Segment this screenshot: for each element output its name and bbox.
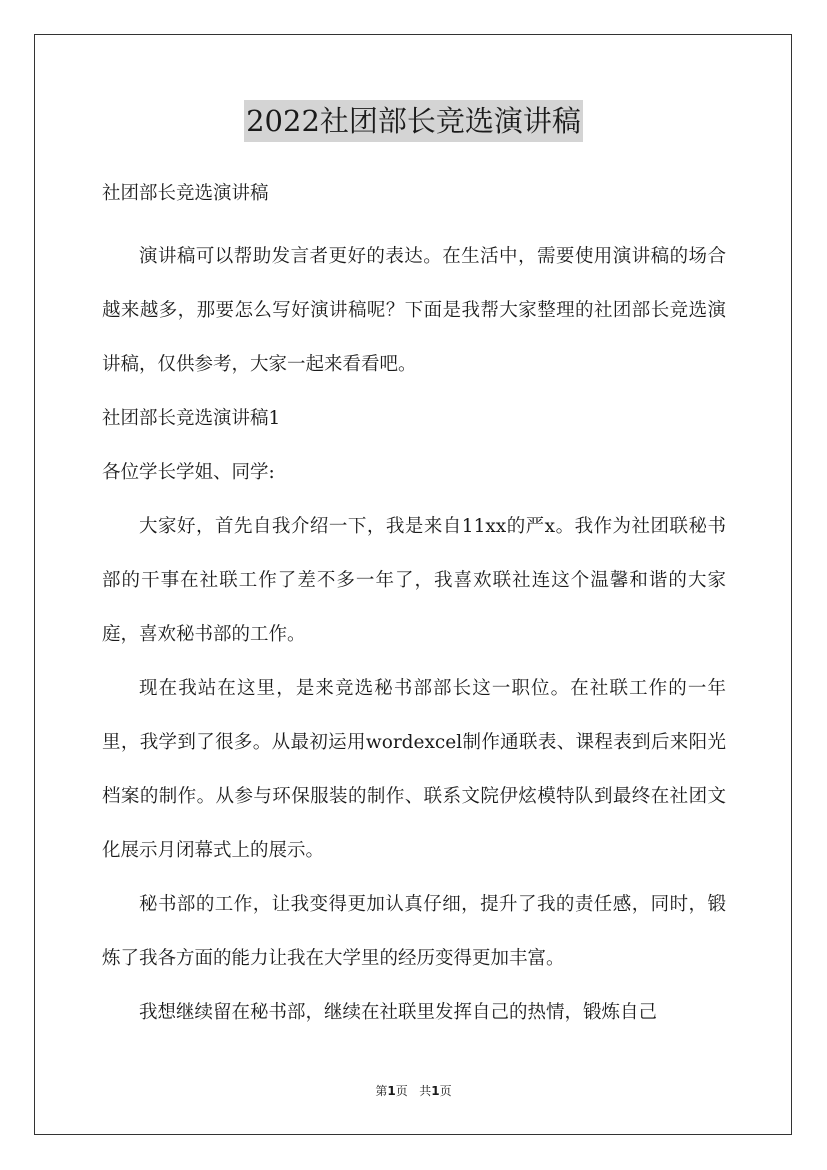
page-number: 1 bbox=[387, 1084, 396, 1098]
intro-paragraph: 演讲稿可以帮助发言者更好的表达。在生活中，需要使用演讲稿的场合越来越多，那要怎么写好演讲稿呢？下面是我帮大家整理的社团部长竞选演讲稿，仅供参考，大家一起来看看吧。 bbox=[102, 246, 726, 375]
greeting-line: 各位学长学姐、同学: bbox=[102, 462, 275, 483]
total-prefix: 共 bbox=[419, 1084, 432, 1098]
body-paragraph-2: 现在我站在这里，是来竞选秘书部部长这一职位。在社联工作的一年里，我学到了很多。从最初运用wordexcel制作通联表、课程表到后来阳光档案的制作。从参与环保服装的制作、联系文院伊炫模特队到最终在社团文化展示月闭幕式上的展示。 bbox=[102, 678, 726, 861]
page-footer bbox=[0, 1083, 827, 1099]
total-suffix: 页 bbox=[439, 1084, 452, 1098]
document-subtitle: 社团部长竞选演讲稿 bbox=[102, 183, 269, 204]
body-paragraph-3: 秘书部的工作，让我变得更加认真仔细，提升了我的责任感，同时，锻炼了我各方面的能力让我在大学里的经历变得更加丰富。 bbox=[102, 894, 726, 969]
document-body bbox=[102, 176, 726, 1040]
page-prefix: 第 bbox=[375, 1084, 388, 1098]
body-paragraph-4: 我想继续留在秘书部，继续在社联里发挥自己的热情，锻炼自己 bbox=[139, 1002, 658, 1023]
section-heading: 社团部长竞选演讲稿1 bbox=[102, 408, 281, 429]
title-container bbox=[0, 100, 827, 142]
page-suffix: 页 bbox=[395, 1084, 408, 1098]
body-paragraph-1: 大家好，首先自我介绍一下，我是来自11xx的严x。我作为社团联秘书部的干事在社联工作了差不多一年了，我喜欢联社连这个温馨和谐的大家庭，喜欢秘书部的工作。 bbox=[102, 516, 726, 645]
total-pages: 1 bbox=[431, 1084, 440, 1098]
document-title: 2022社团部长竞选演讲稿 bbox=[244, 100, 583, 142]
